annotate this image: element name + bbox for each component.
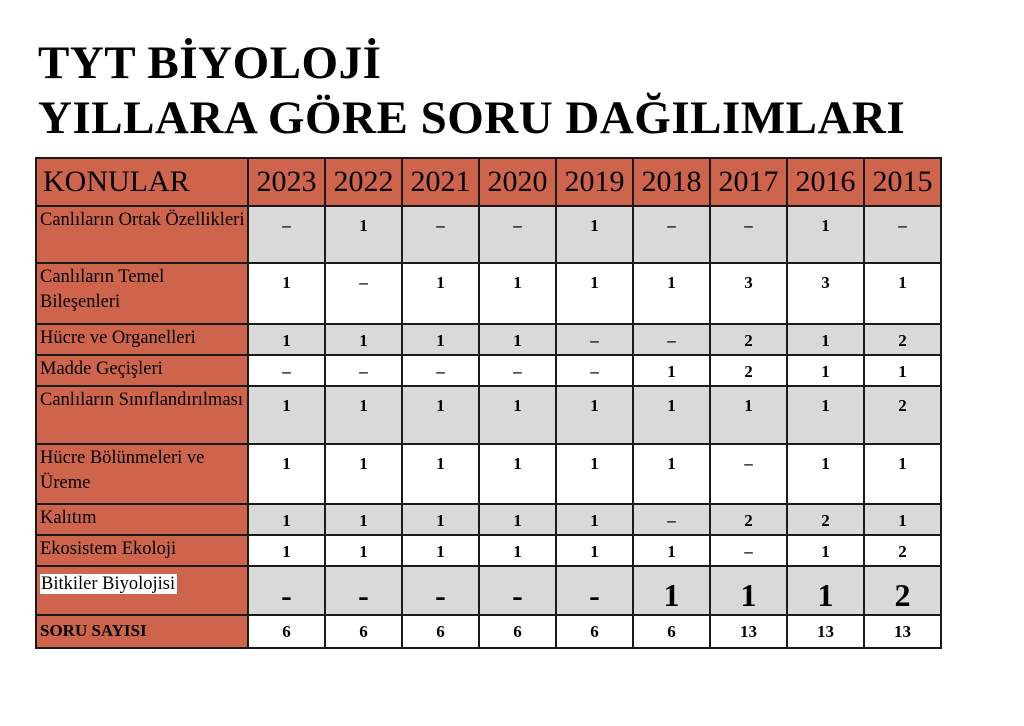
value-cell: 1: [248, 386, 325, 444]
value-cell: 1: [479, 444, 556, 504]
value-cell: –: [556, 355, 633, 386]
value-cell: –: [325, 263, 402, 324]
total-cell: 6: [633, 615, 710, 648]
total-label: SORU SAYISI: [36, 615, 248, 648]
value-cell: –: [248, 206, 325, 263]
value-cell: 1: [864, 444, 941, 504]
value-cell: 1: [402, 386, 479, 444]
table-row: [36, 386, 941, 444]
topics-header: KONULAR: [36, 158, 248, 206]
value-cell: 3: [710, 263, 787, 324]
topic-cell: Hücre Bölünmeleri ve Üreme: [36, 444, 248, 504]
value-cell: –: [479, 206, 556, 263]
value-cell: 1: [402, 504, 479, 535]
year-header: 2015: [864, 158, 941, 206]
value-cell: 1: [248, 324, 325, 355]
table-row: [36, 566, 941, 615]
total-cell: 6: [325, 615, 402, 648]
value-cell: -: [479, 566, 556, 615]
value-cell: –: [479, 355, 556, 386]
value-cell: 1: [325, 324, 402, 355]
table-row: [36, 535, 941, 566]
value-cell: 1: [556, 206, 633, 263]
value-cell: –: [325, 355, 402, 386]
topic-cell: Madde Geçişleri: [36, 355, 248, 386]
value-cell: –: [633, 206, 710, 263]
value-cell: 2: [864, 386, 941, 444]
value-cell: 1: [402, 444, 479, 504]
value-cell: –: [710, 444, 787, 504]
value-cell: 1: [556, 504, 633, 535]
total-cell: 13: [710, 615, 787, 648]
value-cell: 2: [710, 324, 787, 355]
value-cell: 2: [787, 504, 864, 535]
total-cell: 6: [556, 615, 633, 648]
total-cell: 13: [787, 615, 864, 648]
value-cell: 1: [787, 355, 864, 386]
value-cell: -: [325, 566, 402, 615]
topic-label-highlight: Bitkiler Biyolojisi: [41, 574, 176, 594]
value-cell: 1: [633, 263, 710, 324]
value-cell: –: [248, 355, 325, 386]
table-row: [36, 444, 941, 504]
value-cell: 1: [633, 566, 710, 615]
topic-cell: Hücre ve Organelleri: [36, 324, 248, 355]
value-cell: -: [248, 566, 325, 615]
value-cell: 1: [556, 386, 633, 444]
year-header: 2017: [710, 158, 787, 206]
table-row: [36, 355, 941, 386]
topic-cell: Canlıların Ortak Özellikleri: [36, 206, 248, 263]
total-cell: 6: [248, 615, 325, 648]
value-cell: 1: [325, 504, 402, 535]
year-header: 2018: [633, 158, 710, 206]
value-cell: 1: [633, 535, 710, 566]
value-cell: 1: [633, 444, 710, 504]
value-cell: –: [402, 355, 479, 386]
value-cell: 3: [787, 263, 864, 324]
value-cell: 2: [710, 504, 787, 535]
value-cell: 1: [402, 263, 479, 324]
distribution-table: [35, 157, 942, 649]
value-cell: 1: [402, 535, 479, 566]
value-cell: 1: [864, 504, 941, 535]
year-header: 2021: [402, 158, 479, 206]
topic-cell: Kalıtım: [36, 504, 248, 535]
value-cell: 1: [479, 386, 556, 444]
table-row: [36, 206, 941, 263]
value-cell: 1: [556, 263, 633, 324]
value-cell: –: [633, 324, 710, 355]
value-cell: 1: [479, 535, 556, 566]
year-header: 2023: [248, 158, 325, 206]
value-cell: 1: [325, 206, 402, 263]
topic-cell: [36, 566, 248, 615]
topic-cell: Canlıların Temel Bileşenleri: [36, 263, 248, 324]
title-line-2: YILLARA GÖRE SORU DAĞILIMLARI: [38, 92, 906, 144]
value-cell: 1: [479, 324, 556, 355]
value-cell: 1: [248, 535, 325, 566]
value-cell: –: [710, 535, 787, 566]
year-header: 2020: [479, 158, 556, 206]
total-cell: 6: [479, 615, 556, 648]
value-cell: 1: [633, 355, 710, 386]
value-cell: 1: [248, 504, 325, 535]
total-cell: 13: [864, 615, 941, 648]
value-cell: 1: [556, 444, 633, 504]
value-cell: 1: [633, 386, 710, 444]
value-cell: 1: [864, 263, 941, 324]
table-row: [36, 504, 941, 535]
topic-cell: Ekosistem Ekoloji: [36, 535, 248, 566]
value-cell: –: [710, 206, 787, 263]
value-cell: 1: [325, 535, 402, 566]
value-cell: 1: [556, 535, 633, 566]
value-cell: 1: [325, 444, 402, 504]
total-row: [36, 615, 941, 648]
value-cell: 1: [325, 386, 402, 444]
table-row: [36, 324, 941, 355]
value-cell: 1: [710, 566, 787, 615]
value-cell: 2: [864, 535, 941, 566]
value-cell: 1: [787, 386, 864, 444]
value-cell: 1: [787, 535, 864, 566]
total-cell: 6: [402, 615, 479, 648]
value-cell: –: [633, 504, 710, 535]
value-cell: 1: [787, 444, 864, 504]
value-cell: 1: [248, 444, 325, 504]
year-header: 2016: [787, 158, 864, 206]
header-row: [36, 158, 941, 206]
value-cell: 1: [787, 324, 864, 355]
value-cell: 1: [787, 566, 864, 615]
value-cell: -: [556, 566, 633, 615]
topic-cell: Canlıların Sınıflandırılması: [36, 386, 248, 444]
value-cell: 1: [479, 263, 556, 324]
value-cell: 1: [710, 386, 787, 444]
value-cell: –: [556, 324, 633, 355]
value-cell: -: [402, 566, 479, 615]
year-header: 2022: [325, 158, 402, 206]
value-cell: 1: [479, 504, 556, 535]
value-cell: –: [402, 206, 479, 263]
value-cell: 1: [402, 324, 479, 355]
title-line-1: TYT BİYOLOJİ: [38, 37, 382, 89]
value-cell: –: [864, 206, 941, 263]
value-cell: 2: [864, 324, 941, 355]
value-cell: 1: [864, 355, 941, 386]
table-row: [36, 263, 941, 324]
value-cell: 2: [864, 566, 941, 615]
year-header: 2019: [556, 158, 633, 206]
value-cell: 1: [787, 206, 864, 263]
value-cell: 2: [710, 355, 787, 386]
value-cell: 1: [248, 263, 325, 324]
